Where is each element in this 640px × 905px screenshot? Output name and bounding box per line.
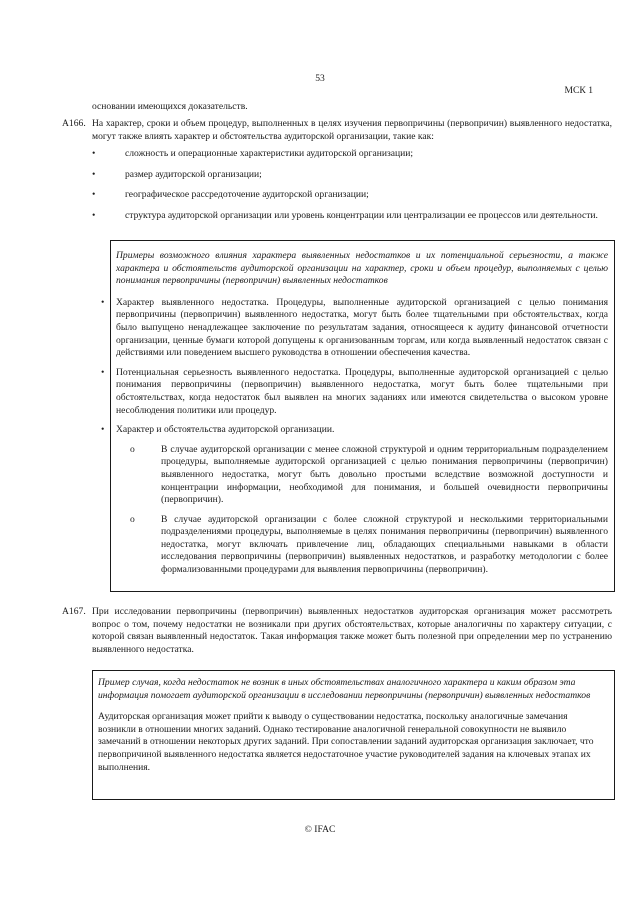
list-item: • Потенциальная серьезность выявленного недостатка. Процедуры, выполненные аудиторской организацией с целью понимания первопричины (первопричин) выявленного недостатка, могут быть более тщательными при обстоятельствах, когда недостаток был выявлен на многих заданиях или имеются свидетельства о высоком уровне несоблюдения политики или процедур. xyxy=(101,366,608,416)
bullet-icon: • xyxy=(92,148,96,159)
a166-bullet-list xyxy=(92,148,612,230)
intro-line: основании имеющихся доказательств. xyxy=(92,101,248,112)
list-item: • размер аудиторской организации; xyxy=(92,168,262,180)
sub-list-item: o В случае аудиторской организации с более сложной структурой и несколькими территориальными подразделениями процедуры, выполняемые в целях понимания первопричины (первопричин) выявленного недостатка, могут включать привлечение лиц, обладающих специальными навыками в области исследования первопричины (первопричин) выявленных недостатков, и разработку методологии с более формализованными процедурами для выявления первопричины (первопричин). xyxy=(130,513,608,576)
list-item: • Характер выявленного недостатка. Процедуры, выполненные аудиторской организацией с целью понимания первопричины (первопричин) выявленного недостатка, могут быть более тщательными при обстоятельствах, когда было выпущено ненадлежащее заключение по результатам задания, относящееся к аудиту финансовой отчетности организации, ценные бумаги которой допущены к организованным торгам, или когда выявленный недостаток связан с действиями или поведением высшего руководства в отношении обеспечения качества. xyxy=(101,296,608,359)
list-item: • структура аудиторской организации или уровень концентрации или централизации ее процессов или деятельности. xyxy=(92,209,598,221)
bullet-icon: • xyxy=(92,209,96,221)
paragraph-id: A166. xyxy=(62,118,86,129)
list-item: • сложность и операционные характеристики аудиторской организации; xyxy=(92,148,414,159)
paragraph-id: A167. xyxy=(62,606,86,617)
paragraph-a166 xyxy=(62,118,612,143)
bullet-icon: • xyxy=(92,168,96,180)
example-box-title: Пример случая, когда недостаток не возник в иных обстоятельствах аналогичного характера и каким образом эта информация помогает аудиторской организации в исследовании первопричины (первопричин) выявленных недостатков xyxy=(98,677,591,701)
bullet-icon: • xyxy=(101,296,105,308)
paragraph-text: При исследовании первопричины (первопричин) выявленных недостатков аудиторская организация может рассмотреть вопрос о том, почему недостатки не возникали при других обстоятельствах, которые аналогичны по характеру ситуации, с которой связан выявленный недостаток. Такая информация также может быть полезной при определении мер по устранению выявленного недостатка. xyxy=(92,606,612,655)
bullet-icon: • xyxy=(92,189,96,201)
document-code: МСК 1 xyxy=(564,85,593,96)
example-box-body: Аудиторская организация может прийти к выводу о существовании недостатка, поскольку аналогичные замечания возникли в отношении многих заданий. Однако тестирование аналогичной генеральной совокупности не выявило замечаний в отношении некоторых других заданий. При сопоставлении заданий аудиторская организация заключает, что первопричиной выявленного недостатка является недостаточное участие руководителей задания на ключевых этапах их выполнения. xyxy=(98,711,594,773)
sub-list-item: o В случае аудиторской организации с менее сложной структурой и одним территориальным подразделением процедуры, выполняемые аудиторской организацией с целью понимания первопричины (первопричин) выявленного недостатка, могут быть довольно простыми вследствие возможной доступности и концентрации информации, необходимой для понимания, и большей очевидности первопричины (первопричин). xyxy=(130,443,608,506)
page-number: 53 xyxy=(315,73,325,84)
paragraph-text: На характер, сроки и объем процедур, выполненных в целях изучения первопричины (первопричин) выявленного недостатка, могут также влиять характер и обстоятельства аудиторской организации, такие как: xyxy=(92,118,612,142)
example-box-title: Примеры возможного влияния характера выявленных недостатков и их потенциальной серьезности, а также характера и обстоятельств аудиторской организации на характер, сроки и объем процедур, выполняемых с целью понимания первопричины (первопричин) выявленных недостатков xyxy=(116,250,608,287)
sub-list xyxy=(116,444,608,577)
example-box-content xyxy=(98,677,606,774)
list-item: • географическое рассредоточение аудиторской организации; xyxy=(92,189,369,201)
circle-bullet-icon: o xyxy=(130,443,135,455)
bullet-icon: • xyxy=(101,366,105,378)
circle-bullet-icon: o xyxy=(130,513,135,525)
copyright: © IFAC xyxy=(304,824,336,835)
list-item: • Характер и обстоятельства аудиторской организации. xyxy=(101,424,335,436)
bullet-icon: • xyxy=(101,424,105,436)
paragraph-a167 xyxy=(62,606,612,656)
example-box-content xyxy=(101,250,608,584)
